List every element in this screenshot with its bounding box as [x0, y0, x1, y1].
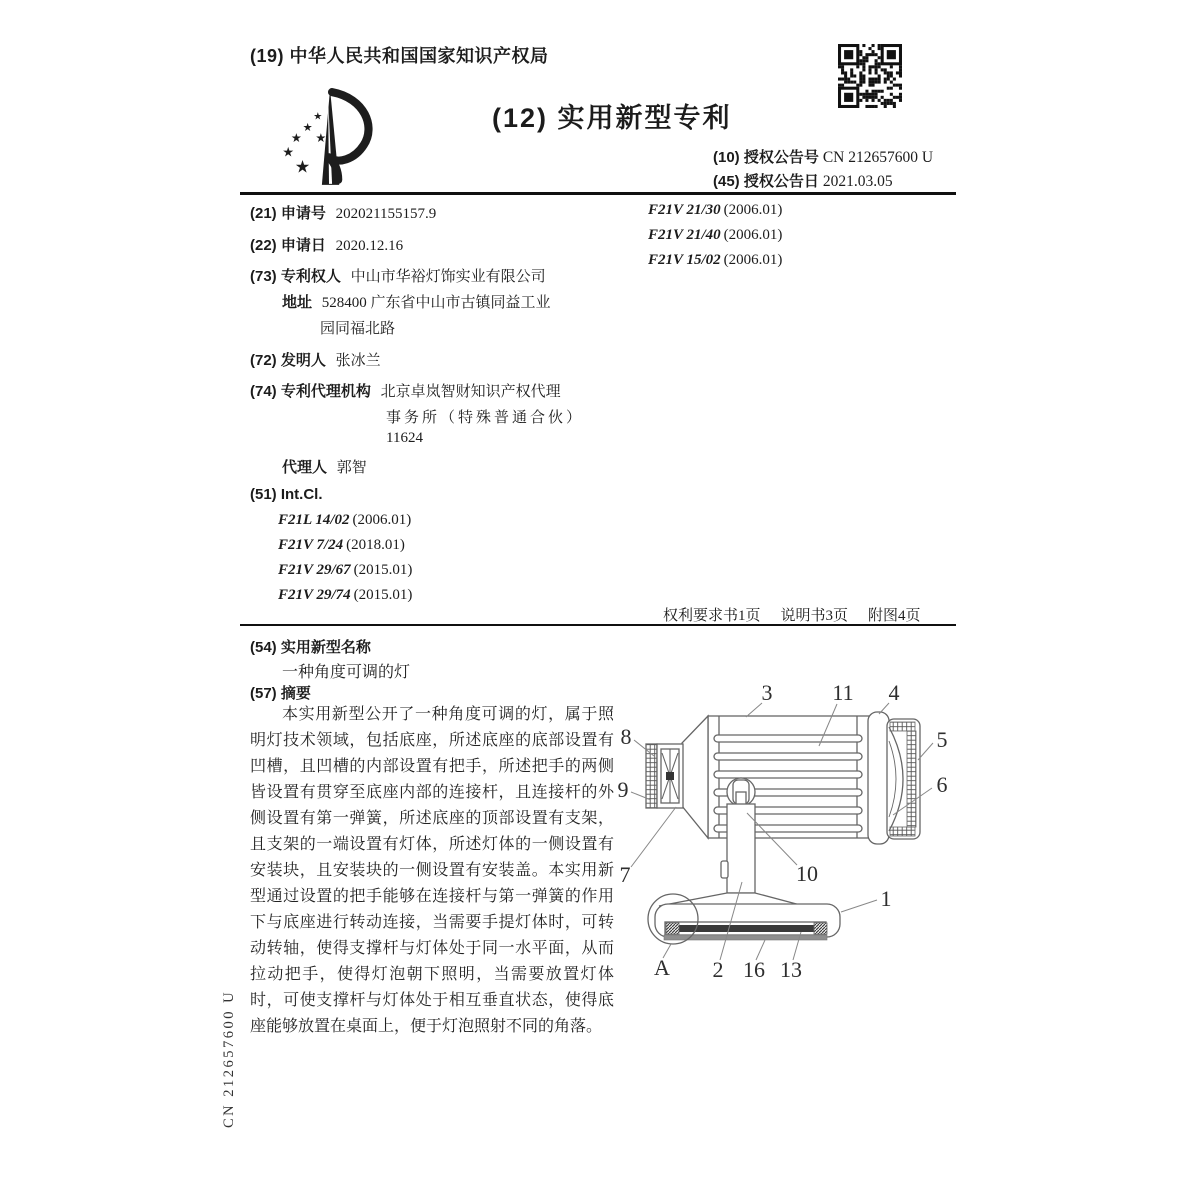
svg-text:★: ★ [282, 145, 295, 161]
mounting-ring [868, 712, 889, 844]
description-pages: 说明书3页 [780, 608, 849, 624]
address-label: 地址 [282, 294, 313, 311]
intcl-item: F21V 29/74 (2015.01) [278, 587, 413, 603]
section-divider [240, 624, 956, 626]
pub-number-label: (10) 授权公告号 [713, 149, 819, 166]
patentee-line [250, 265, 546, 286]
intcl-item: F21V 29/67 (2015.01) [278, 562, 413, 578]
ref-5: 5 [936, 727, 948, 752]
ref-8: 8 [620, 724, 632, 749]
pub-number-line [713, 146, 933, 167]
intcl-item: F21V 7/24 (2018.01) [278, 537, 405, 553]
pub-date-value: 2021.03.05 [822, 173, 893, 190]
claims-pages: 权利要求书1页 [663, 608, 761, 624]
inventor-line [250, 349, 381, 370]
ref-11: 11 [832, 680, 854, 705]
pub-date-label: (45) 授权公告日 [713, 173, 819, 190]
office-name: (19) 中华人民共和国国家知识产权局 [250, 46, 549, 66]
address-value-2: 园同福北路 [320, 321, 396, 337]
svg-text:★: ★ [290, 131, 302, 146]
spring-left [666, 923, 679, 934]
drawings-pages: 附图4页 [868, 608, 921, 624]
logo-p-curve [329, 92, 368, 180]
pages-info [663, 604, 921, 625]
filing-date-line [250, 234, 403, 255]
agency-value-1: 北京卓岚智财知识产权代理 [380, 384, 561, 400]
patentee-value: 中山市华裕灯饰实业有限公司 [350, 269, 546, 285]
ref-13: 13 [780, 957, 802, 982]
ref-2: 2 [712, 957, 724, 982]
ref-6: 6 [936, 772, 948, 797]
spring-right [814, 923, 827, 934]
ref-4: 4 [888, 680, 900, 705]
ref-1: 1 [880, 886, 892, 911]
intcl-item: F21L 14/02 (2006.01) [278, 512, 412, 528]
agency-label: (74) 专利代理机构 [250, 383, 371, 400]
filing-date-value: 2020.12.16 [335, 238, 404, 254]
left-cap [682, 716, 708, 838]
inventor-label: (72) 发明人 [250, 352, 326, 369]
svg-text:★: ★ [302, 120, 313, 134]
intcl-item: F21V 21/30 (2006.01) [648, 202, 783, 218]
header-divider [240, 192, 956, 195]
address-value-1: 528400 广东省中山市古镇同益工业 [321, 295, 551, 311]
agent-value: 郭智 [336, 460, 367, 476]
svg-text:★: ★ [294, 157, 311, 178]
side-publication-number: CN 212657600 U [221, 989, 237, 1128]
ref-10: 10 [796, 861, 818, 886]
ref-3: 3 [761, 680, 773, 705]
abstract-section-label: (57) 摘要 [250, 685, 311, 702]
ref-16: 16 [743, 957, 765, 982]
address-line-2 [320, 317, 395, 338]
cnipa-logo-icon [279, 86, 377, 195]
patent-figure [600, 660, 980, 995]
lamp-drawing [600, 660, 980, 990]
intcl-item: F21V 21/40 (2006.01) [648, 227, 783, 243]
patentee-label: (73) 专利权人 [250, 268, 341, 285]
application-no-value: 202021155157.9 [335, 206, 437, 222]
agent-label: 代理人 [282, 459, 328, 476]
invention-title: 一种角度可调的灯 [282, 664, 411, 681]
application-no-line [250, 202, 436, 223]
svg-text:★: ★ [315, 131, 327, 146]
filing-date-label: (22) 申请日 [250, 237, 326, 254]
logo-stars [282, 112, 326, 178]
qr-code-icon [838, 44, 902, 113]
handle-bar [679, 925, 814, 932]
doc-type-title: (12) 实用新型专利 [492, 103, 732, 133]
agency-code-value: 11624 [386, 430, 423, 446]
agency-code-line [386, 430, 423, 447]
pub-date-line [713, 170, 893, 191]
title-section-label: (54) 实用新型名称 [250, 639, 371, 656]
abstract-text: 本实用新型公开了一种角度可调的灯，属于照明灯技术领域，包括底座，所述底座的底部设置有凹槽，且凹槽的内部设置有把手，所述把手的两侧皆设置有贯穿至底座内部的连接杆，且连接杆的外侧设置有第一弹簧，所述底座的顶部设置有支架，且支架的一端设置有灯体，所述灯体的一侧设置有安装块，且安装块的一侧设置有安装盖。本实用新型通过设置的把手能够在连接杆与第一弹簧的作用下与底座进行转动连接，当需要手提灯体时，可转动转轴，使得支撑杆与灯体处于同一水平面，从而拉动把手，使得灯泡朝下照明，当需要放置灯体时，可使支撑杆与灯体处于相互垂直状态，使得底座能够放置在桌面上，便于灯泡照射不同的角落。 [250, 706, 614, 1035]
intcl-item: F21V 15/02 (2006.01) [648, 252, 783, 268]
ref-9: 9 [617, 777, 629, 802]
agency-line-1 [250, 380, 561, 401]
agency-line-2 [386, 406, 584, 427]
agent-line [282, 456, 367, 477]
inventor-value: 张冰兰 [335, 353, 381, 369]
svg-text:★: ★ [313, 111, 323, 123]
agency-value-2: 事务所（特殊普通合伙） [386, 410, 585, 426]
rod-latch [721, 861, 728, 878]
application-no-label: (21) 申请号 [250, 205, 326, 222]
ref-A: A [654, 955, 670, 980]
intcl-label: (51) Int.Cl. [250, 486, 323, 503]
pub-number-value: CN 212657600 U [822, 149, 934, 166]
intcl-heading [250, 486, 323, 504]
ref-7: 7 [619, 862, 631, 887]
address-line-1 [282, 291, 551, 312]
